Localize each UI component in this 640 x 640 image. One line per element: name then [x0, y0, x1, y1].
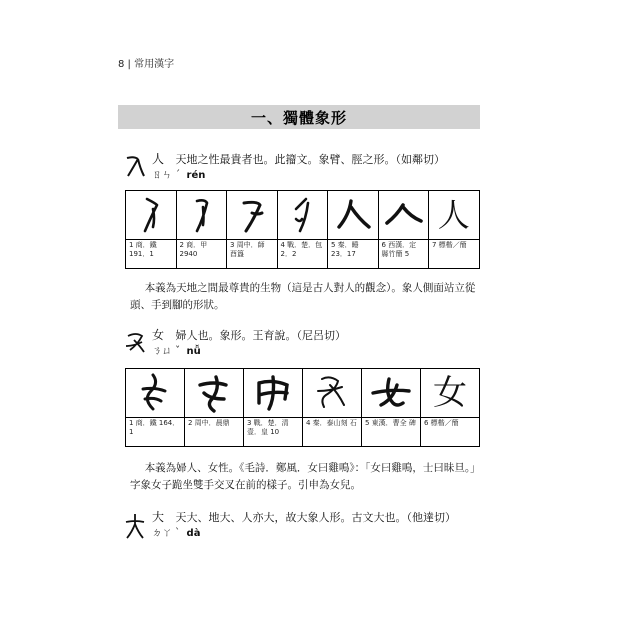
caption-cell: 2 商．甲 2940: [176, 240, 227, 269]
bronze-nu-icon: [190, 369, 238, 417]
glyph-row: [126, 369, 480, 418]
glyph-cell: [244, 369, 303, 418]
caption-cell: 4 戰．楚．包 2．2: [277, 240, 328, 269]
entry-nu-paragraph: 本義為婦人、女性。《毛詩．鄭風．女曰雞鳴》：「女曰雞鳴，士曰昧旦。」字象女子跪坐雙手交叉在前的樣子。引申為女兒。: [130, 462, 476, 491]
caption-row: [126, 418, 480, 447]
glyph-row: [126, 191, 480, 240]
chu-ren-icon: [282, 193, 322, 237]
modern-nu: 女: [433, 373, 467, 413]
seal-da-icon: [124, 510, 146, 540]
entry-ren-heading: [124, 152, 445, 183]
seal-ren-icon: [124, 152, 146, 182]
glyph-cell: [227, 191, 278, 240]
pinyin: dà: [186, 528, 201, 539]
glyph-cell: [126, 191, 177, 240]
zhuyin: ㄋㄩ ˇ: [152, 346, 181, 357]
oracle-ren-2-icon: [181, 193, 221, 237]
caption-cell: 1 商．鐵 191．1: [126, 240, 177, 269]
seal-nu-icon: [124, 328, 146, 358]
entry-da-heading: [124, 510, 456, 541]
caption-cell: 5 東漢．曹全 碑: [362, 418, 421, 447]
section-title: 一、獨體象形: [250, 108, 347, 127]
caption-cell: 5 秦．睡 23．17: [328, 240, 379, 269]
glyph-cell: [362, 369, 421, 418]
pinyin: rén: [186, 170, 206, 181]
ren-forms-table: [125, 190, 480, 269]
glyph-cell: [421, 369, 480, 418]
caption-cell: 2 周中．晨鼎: [185, 418, 244, 447]
caption-cell: 3 周中．師 酉簋: [227, 240, 278, 269]
caption-cell: 4 秦．泰山刻 石: [303, 418, 362, 447]
entry-char: 大: [152, 510, 165, 524]
entry-definition: 婦人也。象形。王育說。（尼呂切）: [175, 329, 347, 342]
glyph-cell: [429, 191, 480, 240]
zhuyin: ㄉㄚ ˋ: [152, 528, 181, 539]
qin-ren-icon: [333, 193, 373, 237]
entry-definition: 天地之性最貴者也。此籀文。象臂、脛之形。（如鄰切）: [175, 153, 446, 166]
qin-nu-icon: [308, 369, 356, 417]
entry-char: 女: [152, 328, 165, 342]
entry-nu-heading: [124, 328, 346, 359]
bronze-ren-icon: [232, 193, 272, 237]
caption-cell: 6 西漢．定 縣竹簡 5: [378, 240, 429, 269]
glyph-cell: [185, 369, 244, 418]
zhuyin: ㄖㄣ ˊ: [152, 170, 181, 181]
caption-row: [126, 240, 480, 269]
han-ren-icon: [383, 193, 423, 237]
page-header: 8 | 常用漢字: [118, 59, 175, 70]
caption-cell: 3 戰．楚．清 壹．皇 10: [244, 418, 303, 447]
caption-cell: 7 標楷／簡: [429, 240, 480, 269]
glyph-cell: [176, 191, 227, 240]
caption-cell: 1 商．鐵 164．1: [126, 418, 185, 447]
entry-ren-paragraph: 本義為天地之間最尊貴的生物（這是古人對人的觀念）。象人側面站立從頭、手到腳的形狀。: [130, 282, 476, 311]
pinyin: nǚ: [186, 346, 201, 357]
oracle-ren-icon: [131, 193, 171, 237]
nu-forms-table: [125, 368, 480, 447]
glyph-cell: [277, 191, 328, 240]
section-title-bar: [118, 105, 480, 129]
glyph-cell: [328, 191, 379, 240]
glyph-cell: [303, 369, 362, 418]
entry-char: 人: [152, 152, 165, 166]
han-nu-icon: [367, 369, 415, 417]
entry-definition: 天大、地大、人亦大，故大象人形。古文大也。（他達切）: [175, 511, 457, 524]
glyph-cell: [126, 369, 185, 418]
oracle-nu-icon: [131, 369, 179, 417]
modern-ren: 人: [437, 196, 470, 234]
caption-cell: 6 標楷／簡: [421, 418, 480, 447]
chu-nu-icon: [249, 369, 297, 417]
glyph-cell: [378, 191, 429, 240]
